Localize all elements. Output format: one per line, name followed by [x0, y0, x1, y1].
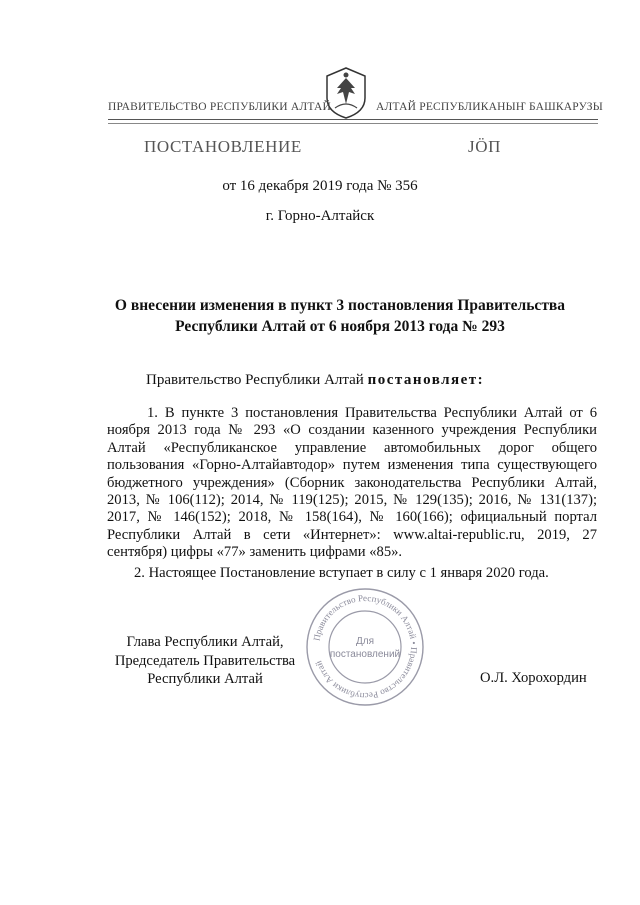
- signatory-line-3: Республики Алтай: [147, 671, 263, 687]
- paragraph-2: 2. Настоящее Постановление вступает в силу с 1 января 2020 года.: [134, 565, 549, 581]
- title-line-1: О внесении изменения в пункт 3 постановления Правительства: [114, 297, 566, 314]
- doc-type-ru: ПОСТАНОВЛЕНИЕ: [144, 137, 302, 156]
- preamble-emphasis: постановляет:: [367, 372, 485, 388]
- document-title: [100, 295, 580, 337]
- preamble-text: Правительство Республики Алтай: [146, 372, 368, 388]
- title-line-2: Республики Алтай от 6 ноября 2013 года № 293: [175, 318, 505, 335]
- official-stamp: [304, 586, 426, 708]
- signatory-line-2: Председатель Правительства: [114, 652, 296, 669]
- signatory-line-1: Глава Республики Алтай,: [126, 634, 284, 650]
- stamp-center-line-1: Для: [355, 636, 375, 647]
- org-name-ru: ПРАВИТЕЛЬСТВО РЕСПУБЛИКИ АЛТАЙ: [108, 101, 332, 113]
- stamp-center-line-2: постановлений: [329, 649, 401, 660]
- signatory-title: [100, 633, 310, 689]
- document-date: от 16 декабря 2019 года № 356: [222, 178, 418, 194]
- stamp-outer-text: Правительство Республики Алтай • Правительство Республики Алтай: [311, 592, 420, 702]
- header-rule: [108, 119, 598, 120]
- header-rule-thin: [108, 123, 598, 124]
- signatory-name: О.Л. Хорохордин: [480, 670, 587, 686]
- doc-type-alt: ЈӦП: [468, 137, 501, 156]
- paragraph-1: 1. В пункте 3 постановления Правительства Республики Алтай от 6 ноября 2013 года № 293 «О создании казенного учреждения Республики Алтай «Республиканское управление автомобильных дорог общего пользования «Горно-Алтайавтодор» путем изменения типа существующего бюджетного учреждения» (Сборник законодательства Республики Алтай, 2013, № 106(112); 2014, № 119(125); 2015, № 129(135); 2016, № 131(137); 2017, № 146(152); 2018, № 158(164), № 160(166); официальный портал Республики Алтай в сети «Интернет»: www.altai-republic.ru, 2019, 27 сентября) цифры «77» заменить цифрами «85».: [107, 405, 597, 561]
- org-name-alt: АЛТАЙ РЕСПУБЛИКАНЫҤ БАШКАРУЗЫ: [376, 101, 603, 113]
- preamble: [146, 372, 484, 389]
- document-city: г. Горно-Алтайск: [265, 208, 375, 224]
